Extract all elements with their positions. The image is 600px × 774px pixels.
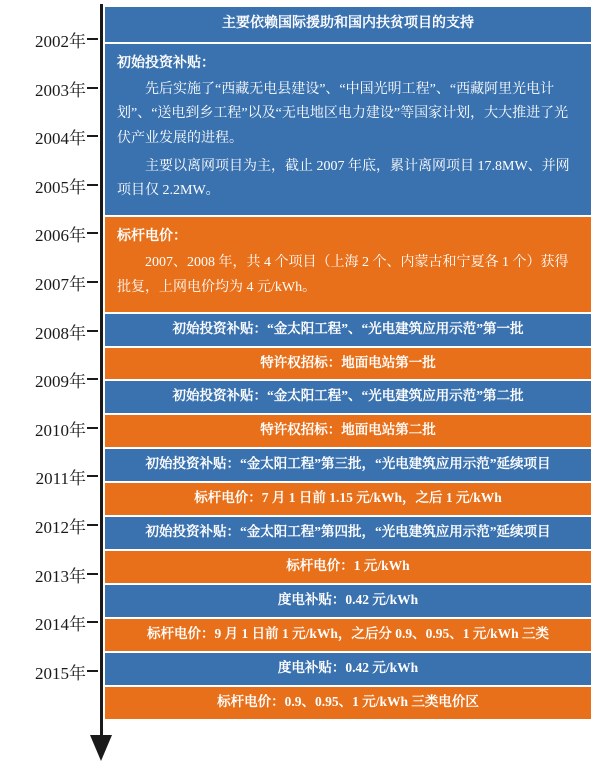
year-label-2008: 2008年 [35,323,86,343]
year-label-2004: 2004年 [35,129,86,149]
band-kwh-subsidy-2014: 度电补贴：0.42 元/kWh [104,652,592,686]
band-kwh-subsidy-2013: 度电补贴：0.42 元/kWh [104,584,592,618]
band-benchmark-price [104,216,592,313]
year-label-2014: 2014年 [35,615,86,635]
year-label-2012: 2012年 [35,518,86,537]
year-axis-labels [0,0,100,774]
band-benchmark-price-paragraph-1: 2007、2008 年，共 4 个项目（上海 2 个、内蒙古和宁夏各 1 个）获得批复，上网电价均为 4 元/kWh。 [117,255,569,295]
year-label-2009: 2009年 [35,372,86,392]
band-concession-bid-ground-station-batch1: 特许权招标：地面电站第一批 [104,347,592,381]
year-label-2006: 2006年 [35,226,86,246]
timeline-arrow-head [90,735,112,761]
year-label-2013: 2013年 [35,566,86,586]
band-benchmark-price-2013: 标杆电价：9 月 1 日前 1 元/kWh，之后分 0.9、0.95、1 元/kWh 三类 [104,618,592,652]
year-tick-2009 [87,378,98,380]
year-tick-2013 [87,573,98,575]
year-tick-2014 [87,621,98,623]
band-subsidy-golden-sun-batch1: 初始投资补贴：“金太阳工程”、“光电建筑应用示范”第一批 [104,313,592,347]
year-label-2005: 2005年 [35,177,86,197]
band-subsidy-golden-sun-batch4: 初始投资补贴：“金太阳工程”第四批，“光电建筑应用示范”延续项目 [104,516,592,550]
year-label-2010: 2010年 [35,420,86,440]
year-tick-2011 [87,475,98,477]
year-tick-2008 [87,330,98,332]
year-tick-2006 [87,232,98,234]
policy-band-stack [104,6,592,720]
year-tick-2015 [87,670,98,672]
year-tick-2004 [87,135,98,137]
year-tick-2003 [87,87,98,89]
band-benchmark-price-three-zones: 标杆电价：0.9、0.95、1 元/kWh 三类电价区 [104,686,592,720]
year-tick-2012 [87,524,98,526]
year-tick-2010 [87,427,98,429]
band-concession-bid-ground-station-batch2: 特许权招标：地面电站第二批 [104,414,592,448]
timeline-axis-line [100,4,103,744]
band-benchmark-price-heading: 标杆电价： [117,228,187,244]
year-tick-2002 [87,38,98,40]
band-subsidy-golden-sun-batch2: 初始投资补贴：“金太阳工程”、“光电建筑应用示范”第二批 [104,380,592,414]
band-benchmark-price-2011: 标杆电价：7 月 1 日前 1.15 元/kWh，之后 1 元/kWh [104,482,592,516]
year-label-2007: 2007年 [35,275,86,294]
band-benchmark-price-2012: 标杆电价：1 元/kWh [104,550,592,584]
band-initial-investment-subsidy-paragraph-2: 主要以离网项目为主，截止 2007 年底，累计离网项目 17.8MW、并网项目仅 2.2MW。 [117,158,570,198]
band-initial-investment-subsidy [104,43,592,216]
year-tick-2005 [87,184,98,186]
year-tick-2007 [87,281,98,283]
band-initial-investment-subsidy-paragraph-1: 先后实施了“西藏无电县建设”、“中国光明工程”、“西藏阿里光电计划”、“送电到乡工程”以及“无电地区电力建设”等国家计划，大大推进了光伏产业发展的进程。 [117,82,569,146]
year-label-2002: 2002年 [35,32,86,51]
year-label-2015: 2015年 [35,663,86,683]
year-label-2011: 2011年 [35,469,86,489]
year-label-2003: 2003年 [35,80,86,100]
band-title-support: 主要依赖国际援助和国内扶贫项目的支持 [104,6,592,43]
band-initial-investment-subsidy-heading: 初始投资补贴： [117,55,215,71]
band-subsidy-golden-sun-batch3: 初始投资补贴：“金太阳工程”第三批，“光电建筑应用示范”延续项目 [104,448,592,482]
